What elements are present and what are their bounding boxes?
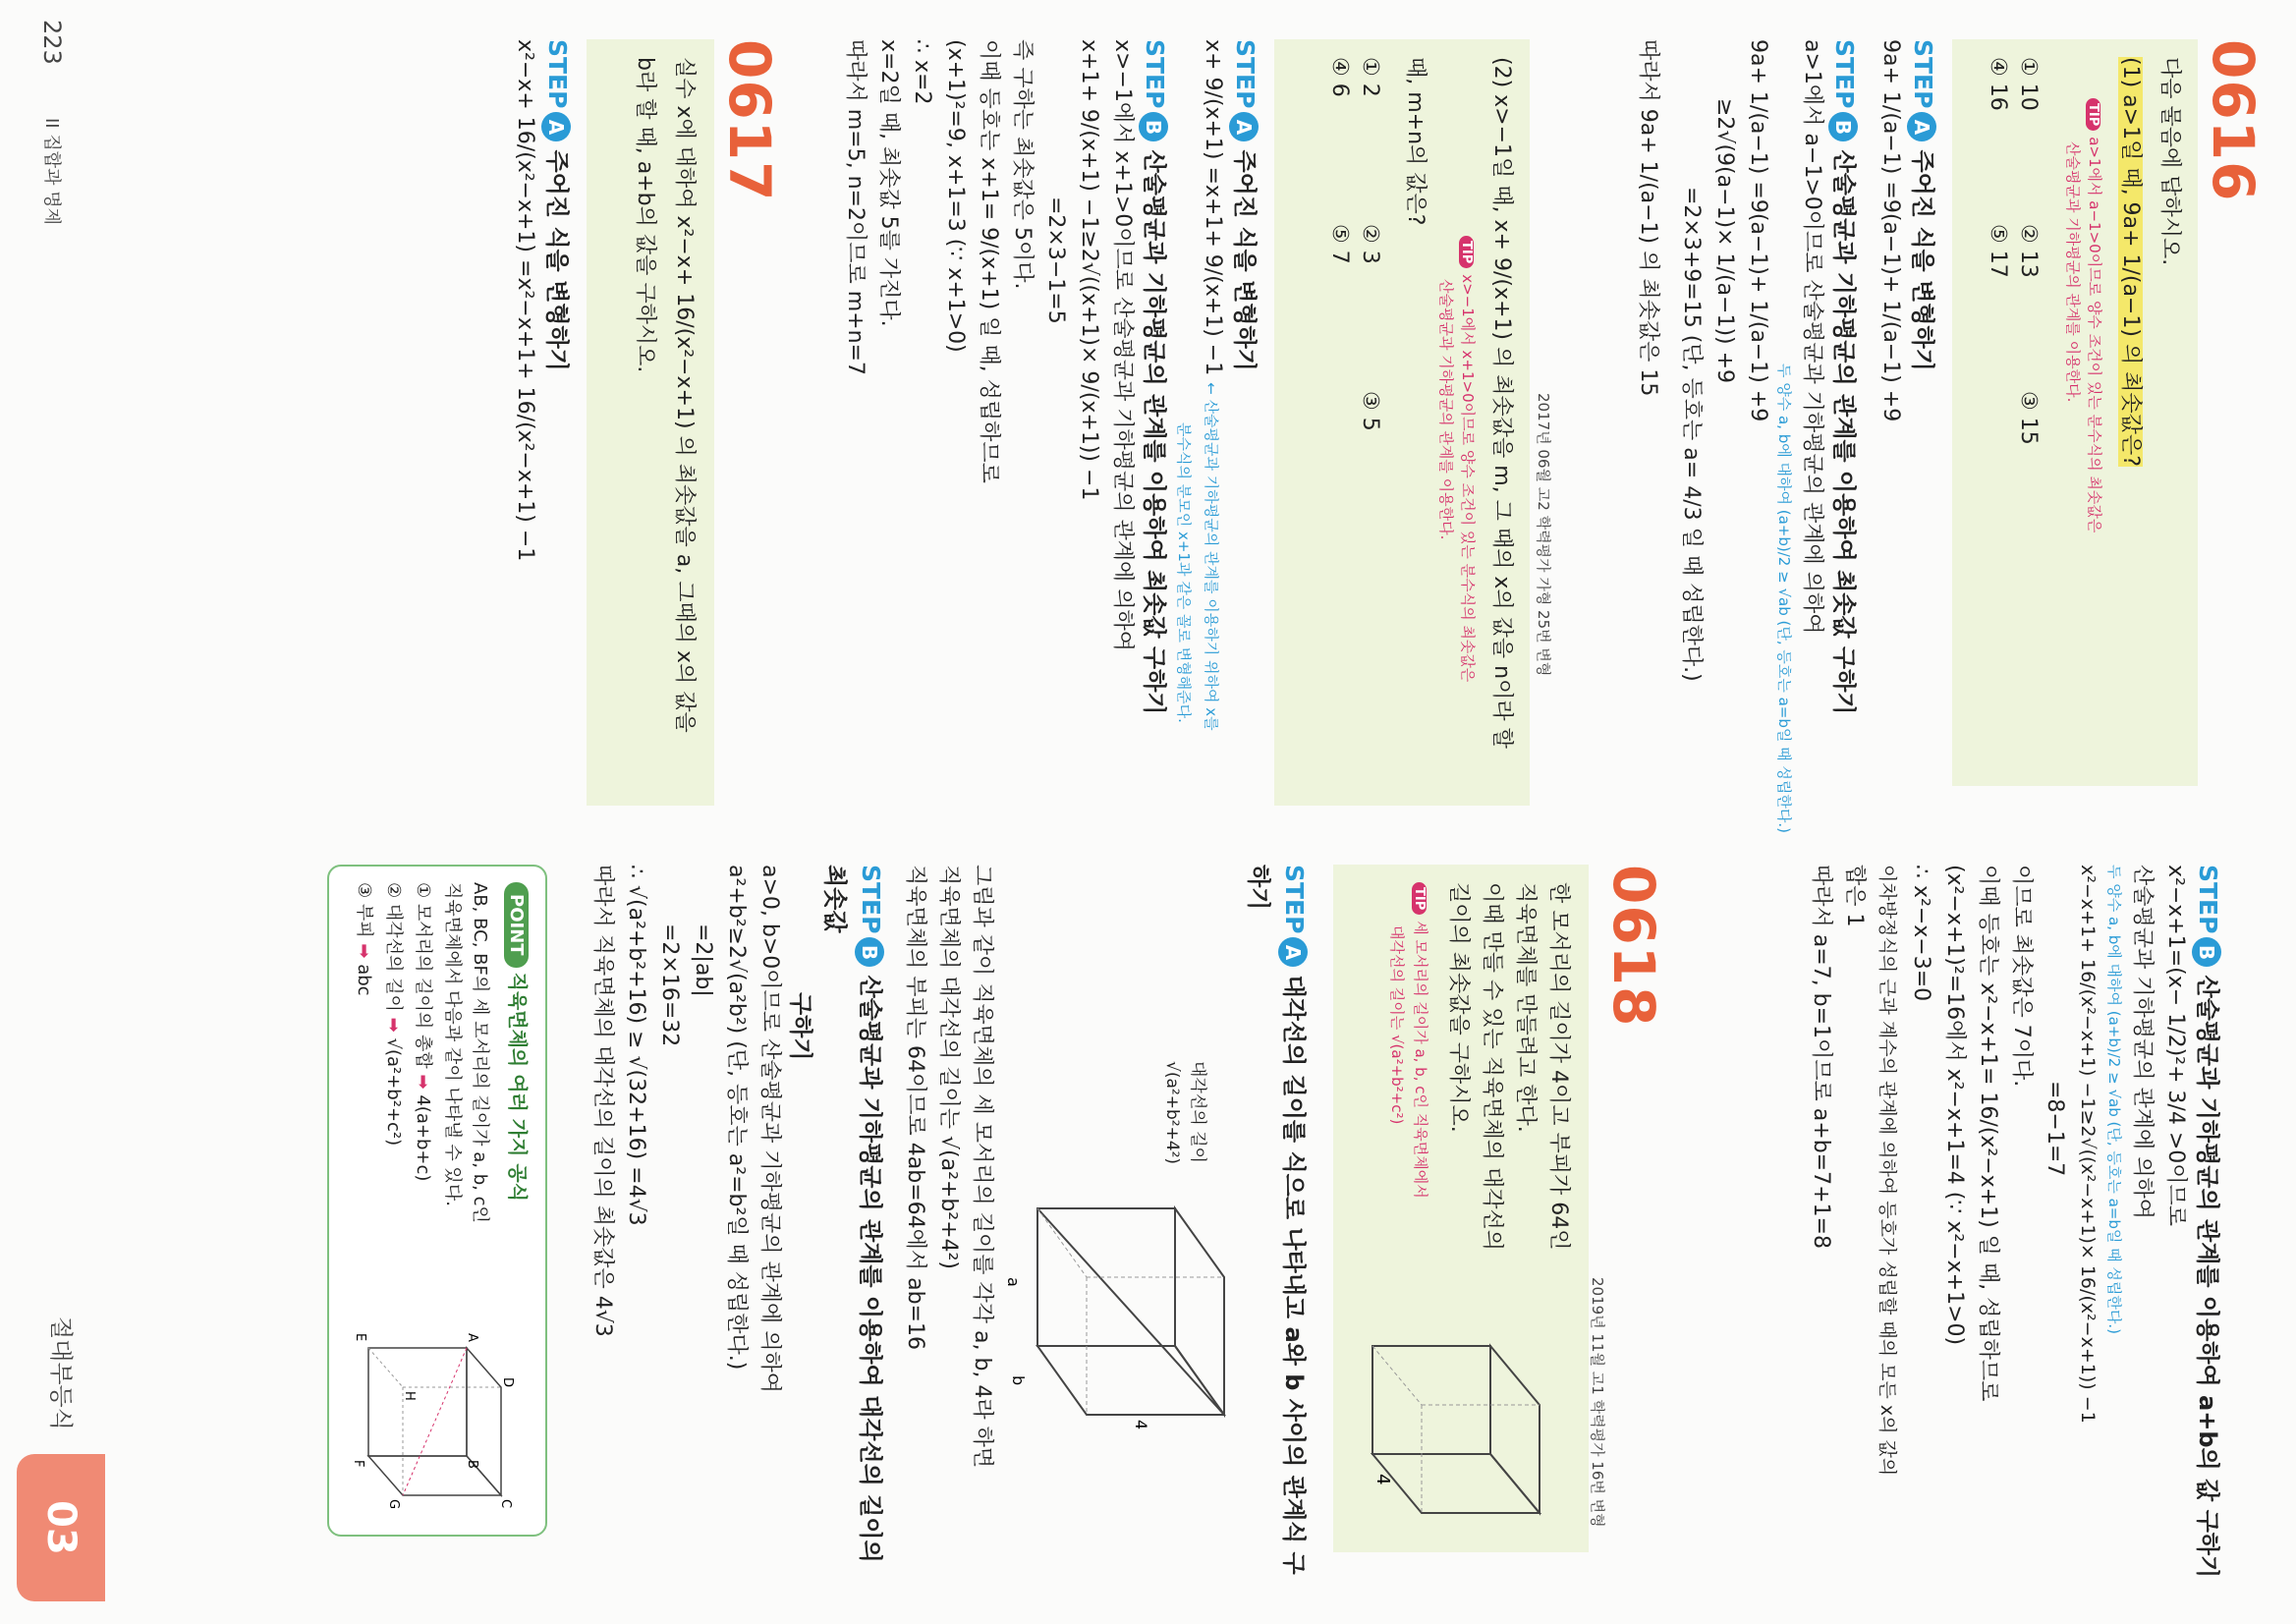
- solution-line: x²−x+1+ 16/(x²−x+1) −1≥2√((x²−x+1)× 16/(x²−x+1)) −1: [2077, 865, 2099, 1424]
- svg-text:D: D: [500, 1377, 515, 1388]
- point-item: ③ 부피 ➡ abc: [354, 882, 374, 996]
- option[interactable]: ② 3: [1358, 224, 1382, 264]
- prompt: 다음 물음에 답하시오.: [2157, 57, 2182, 266]
- options-1: [1986, 57, 2041, 558]
- cuboid-diagonal-figure: [998, 1179, 1244, 1434]
- point-item: ① 모서리의 길이의 총합 ➡ 4(a+b+c): [413, 882, 433, 1182]
- options-2: [1327, 57, 1382, 558]
- solution-0617-a: [508, 39, 577, 825]
- step-a: STEPA대각선의 길이를 식으로 나타내고 a와 b 사이의 관계식 구하기: [1245, 865, 1309, 1575]
- problem-number: 0618: [1600, 865, 1667, 1028]
- point-intro: 직육면체에서 다음과 같이 나타낼 수 있다.: [442, 882, 463, 1206]
- solution-line: 이때 등호는 x²−x+1= 16/(x²−x+1) 일 때, 성립하므로: [1976, 865, 2000, 1402]
- point-list: [349, 882, 437, 1181]
- edge-label-4: 4: [1132, 1420, 1150, 1430]
- tip-1: TIPa>1에서 a−1>0이므로 양수 조건이 있는 분수식의 최솟값은: [2082, 98, 2105, 532]
- option[interactable]: ① 10: [2016, 57, 2041, 111]
- step-a-line: x+ 9/(x+1) =x+1+ 9/(x+1) −1 ← 산술평균과 기하평균의 관계를 이용하기 위하여 x를: [1201, 39, 1225, 731]
- solution-line: 따라서 a=7, b=1이므로 a+b=7+1=8: [1809, 865, 1833, 1249]
- question: 직육면체를 만들려고 한다.: [1513, 882, 1538, 1133]
- tip-2: TIPx>−1에서 x+1>0이므로 양수 조건이 있는 분수식의 최솟값은: [1455, 236, 1479, 682]
- question: 한 모서리의 길이가 4이고 부피가 64인: [1546, 882, 1571, 1251]
- tip-2b: 산술평균과 기하평균의 관계를 이용한다.: [1437, 279, 1455, 540]
- svg-text:H: H: [402, 1391, 417, 1401]
- solution-line: =2×3−1=5: [1043, 196, 1068, 324]
- step-b: STEPB산술평균과 기하평균의 관계를 이용하여 a+b의 값 구하기: [2194, 865, 2222, 1579]
- solution-line: (x²−x+1)²=16에서 x²−x+1=4 (∵ x²−x+1>0): [1942, 865, 1967, 1346]
- solution-line: x+1+ 9/(x+1) −1≥2√((x+1)× 9/(x+1)) −1: [1077, 39, 1101, 501]
- question: b라 할 때, a+b의 값을 구하시오.: [633, 57, 657, 373]
- solution-line: x²−x+1=(x− 1/2)²+ 3/4 >0이므로: [2163, 865, 2188, 1227]
- solution-line: =2×3+9=15 (단, 등호는 a= 4/3 일 때 성립한다.): [1679, 187, 1704, 682]
- step-b: STEPB산술평균과 기하평균의 관계를 이용하여 최솟값 구하기: [1141, 39, 1169, 715]
- option[interactable]: ③ 15: [2016, 391, 2041, 445]
- diagonal-label: 대각선의 길이: [1188, 1061, 1207, 1163]
- figure-wrap: [998, 865, 1244, 1592]
- solution-line: x=2일 때, 최솟값 5를 가진다.: [876, 39, 901, 327]
- solution-line: =2×16=32: [657, 924, 682, 1047]
- solution-line: =2|ab|: [691, 924, 715, 997]
- solution-line: 따라서 직육면체의 대각선의 길이의 최솟값은 4√3: [590, 865, 615, 1337]
- question-panel-0616: [1952, 39, 2198, 786]
- svg-text:F: F: [351, 1460, 365, 1468]
- source-0616-2: 2017년 06월 고2 학력평가 가형 25번 변형: [1535, 393, 1552, 677]
- tip: 대각선의 길이는 √(a²+b²+c²): [1388, 925, 1406, 1125]
- option[interactable]: ④ 6: [1327, 57, 1352, 97]
- step-b: STEPB산술평균과 기하평균의 관계를 이용하여 대각선의 길이의 최솟값: [821, 865, 885, 1563]
- solution-line: 따라서 m=5, n=2이므로 m+n=7: [843, 39, 868, 375]
- step-a-line: x²−x+ 16/(x²−x+1) =x²−x+1+ 16/(x²−x+1) −1: [513, 39, 537, 562]
- point-intro: AB, BC, BF의 세 모서리의 길이가 a, b, c인: [470, 882, 490, 1223]
- svg-text:G: G: [386, 1499, 401, 1510]
- solution-note: 두 양수 a, b에 대하여 (a+b)/2 ≥ √ab (단, 등호는 a=b일 때 성립한다.): [2105, 865, 2123, 1334]
- question-2b: 때, m+n의 값은?: [1403, 57, 1428, 226]
- solution-line: a²+b²≥2√(a²b²) (단, 등호는 a²=b²일 때 성립한다.): [724, 865, 749, 1371]
- svg-text:C: C: [498, 1499, 513, 1509]
- solution-line: 그림과 같이 직육면체의 세 모서리의 길이를 각각 a, b, 4라 하면: [970, 865, 994, 1469]
- solution-0616-2: [838, 39, 1264, 825]
- solution-line: =8−1=7: [2043, 1081, 2067, 1177]
- solution-line: 이때 등호는 x+1= 9/(x+1) 일 때, 성립하므로: [977, 39, 1001, 483]
- point-item: ② 대각선의 길이 ➡ √(a²+b²+c²): [383, 882, 404, 1147]
- question-panel-0618: [1333, 865, 1589, 1552]
- solution-line: 합은 1: [1842, 865, 1867, 927]
- tip: TIP세 모서리의 길이가 a, b, c인 직육면체에서: [1408, 882, 1431, 1199]
- question-panel-0616-2: [1274, 39, 1530, 806]
- svg-text:A: A: [465, 1333, 479, 1342]
- edge-label-b: b: [1009, 1375, 1028, 1386]
- solution-line: a>0, b>0이므로 산술평균과 기하평균의 관계에 의하여: [757, 865, 782, 1394]
- question: 길이의 최솟값을 구하시오.: [1446, 882, 1471, 1133]
- chapter-footer: II 집합과 명제: [41, 118, 62, 226]
- question: 이때 만들 수 있는 직육면체의 대각선의: [1480, 882, 1504, 1251]
- solution-line: 9a+ 1/(a−1) =9(a−1)+ 1/(a−1) +9: [1746, 39, 1770, 422]
- labeled-cuboid-figure: [349, 1328, 516, 1515]
- solution-line: ∴ x²−x−3=0: [1909, 865, 1933, 1002]
- solution-line: ∴ x=2: [910, 39, 934, 105]
- solution-line: 이므로 최솟값은 7이다.: [2009, 865, 2034, 1088]
- solution-line: a>1에서 a−1>0이므로 산술평균과 기하평균의 관계에 의하여: [1800, 39, 1824, 635]
- solution-line: 따라서 9a+ 1/(a−1) 의 최솟값은 15: [1636, 39, 1660, 397]
- solution-line: (x+1)²=9, x+1=3 (∵ x+1>0): [943, 39, 968, 353]
- option[interactable]: ④ 16: [1986, 57, 2010, 111]
- solution-line: ≥2√(9(a−1)× 1/(a−1)) +9: [1712, 98, 1737, 384]
- solution-line: 이차방정식의 근과 계수의 관계에 의하여 등호가 성립할 때의 모든 x의 값의: [1876, 865, 1898, 1477]
- source-0618: 2019년 11월 고1 학력평가 16번 변형: [1589, 1277, 1606, 1528]
- question-1: (1) a>1일 때, 9a+ 1/(a−1) 의 최솟값은?: [2118, 57, 2143, 467]
- option[interactable]: ③ 5: [1358, 391, 1382, 431]
- solution-0618: [586, 865, 1314, 1592]
- problem-number: 0617: [716, 39, 783, 202]
- edge-label-a: a: [1004, 1277, 1023, 1287]
- tip-1b: 산술평균과 기하평균의 관계를 이용한다.: [2064, 141, 2082, 403]
- solution-line: 직육면체의 대각선의 길이는 √(a²+b²+4²): [936, 865, 961, 1269]
- point-box: [327, 865, 547, 1537]
- step-a: STEPA주어진 식을 변형하기: [1231, 39, 1260, 371]
- page-number: 223: [38, 20, 66, 65]
- question-2: (2) x>−1일 때, x+ 9/(x+1) 의 최솟값을 m, 그 때의 x의 값을 n이라 할: [1489, 57, 1514, 749]
- step-a-line: 9a+ 1/(a−1) =9(a−1)+ 1/(a−1) +9: [1878, 39, 1903, 422]
- solution-line: 산술평균과 기하평균의 관계에 의하여: [2130, 865, 2155, 1220]
- solution-0616-1: [1631, 39, 1942, 833]
- chapter-tab-label: 절대부등식: [47, 1316, 75, 1430]
- diagonal-label: √(a²+b²+4²): [1162, 1061, 1182, 1165]
- solution-line: 즉 구하는 최솟값은 5이다.: [1010, 39, 1035, 290]
- option[interactable]: ① 2: [1358, 57, 1382, 97]
- option[interactable]: ⑤ 17: [1986, 224, 2010, 278]
- solution-line: ∴ √(a²+b²+16) ≥ √(32+16) =4√3: [624, 865, 648, 1226]
- svg-text:B: B: [465, 1460, 479, 1469]
- solution-note: 두 양수 a, b에 대하여 (a+b)/2 ≥ √ab (단, 등호는 a=b일 때 성립한다.): [1775, 364, 1793, 833]
- edge-label: 4: [1372, 1474, 1393, 1485]
- question: 실수 x에 대하여 x²−x+ 16/(x²−x+1) 의 최솟값을 a, 그때의 x의 값을: [672, 57, 697, 733]
- point-header: POINT 직육면체의 여러 가지 공식: [505, 882, 533, 1202]
- solution-line: x>−1에서 x+1>0이므로 산술평균과 기하평균의 관계에 의하여: [1110, 39, 1135, 652]
- step-b-title: 구하기: [787, 992, 814, 1061]
- solution-0617-b: [1804, 865, 2227, 1592]
- problem-number: 0616: [2200, 39, 2267, 202]
- option[interactable]: ② 13: [2016, 224, 2041, 278]
- solution-note: 분수식의 분모인 x+1과 같은 꼴로 변형해준다.: [1175, 422, 1193, 723]
- step-a: STEPA주어진 식을 변형하기: [543, 39, 572, 371]
- svg-text:E: E: [353, 1333, 367, 1342]
- question-panel-0617: [587, 39, 714, 806]
- chapter-tab: 03: [17, 1454, 105, 1601]
- option[interactable]: ⑤ 7: [1327, 224, 1352, 264]
- solution-line: 직육면체의 부피는 64이므로 4ab=64에서 ab=16: [903, 865, 927, 1350]
- step-b: STEPB산술평균과 기하평균의 관계를 이용하여 최솟값 구하기: [1830, 39, 1859, 715]
- step-a: STEPA주어진 식을 변형하기: [1909, 39, 1937, 371]
- cuboid-figure: [1353, 1326, 1549, 1523]
